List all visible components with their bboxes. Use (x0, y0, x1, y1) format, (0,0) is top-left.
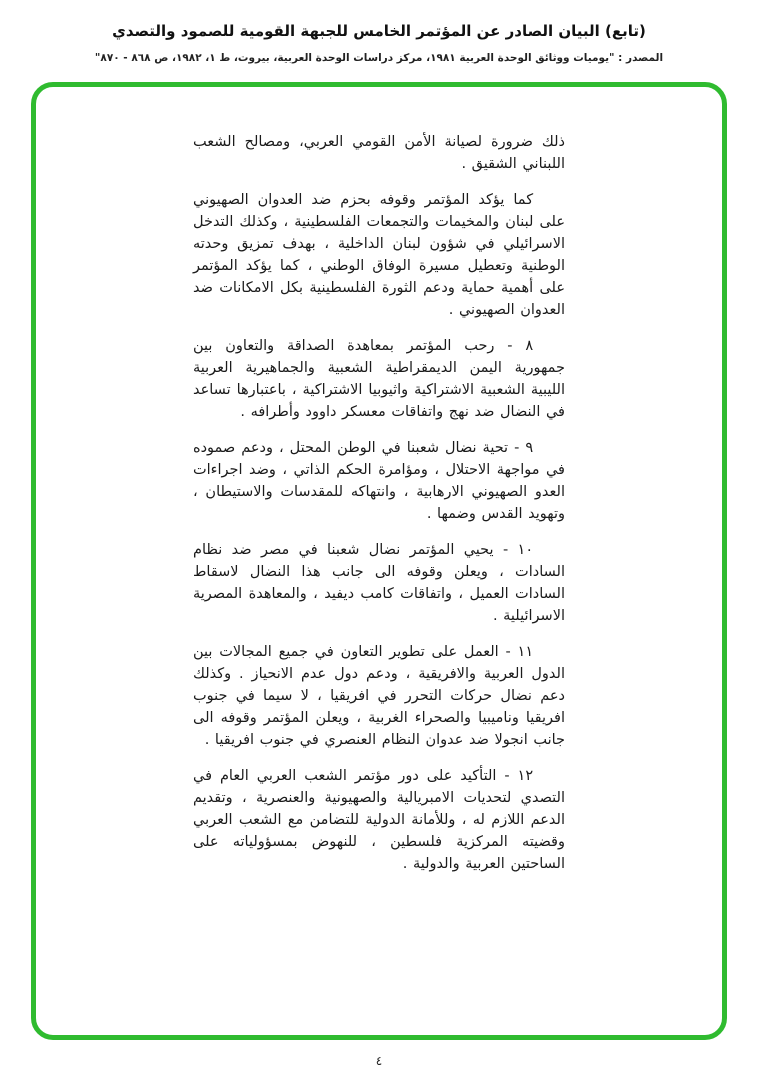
paragraph-item-8: ٨ - رحب المؤتمر بمعاهدة الصداقة والتعاون بين جمهورية اليمن الديمقراطية الشعبية والجماهيرية العربية الليبية الشعبية الاشتراكية واثيوبيا الاشتراكية ، باعتبارها تساعد في النضال ضد نهج واتفاقات معسكر داوود وأطرافه . (193, 338, 565, 420)
paragraph-item-9: ٩ - تحية نضال شعبنا في الوطن المحتل ، ودعم صموده في مواجهة الاحتلال ، ومؤامرة الحكم الذاتي ، وضد اجراءات العدو الصهيوني الارهابية ، وانتهاكه للمقدسات والاستيطان ، وتهويد القدس وضمها . (193, 440, 565, 522)
page-number: ٤ (375, 1054, 383, 1068)
green-border-frame (31, 82, 727, 1040)
page-header (0, 0, 758, 64)
document-title: (تابع) البيان الصادر عن المؤتمر الخامس للجبهة القومية للصمود والتصدي (112, 22, 646, 40)
paragraph-item-10: ١٠ - يحيي المؤتمر نضال شعبنا في مصر ضد نظام السادات ، ويعلن وقوفه الى جانب هذا النضال لاسقاط السادات العميل ، واتفاقات كامب ديفيد ، والمعاهدة المصرية الاسرائيلية . (193, 542, 565, 624)
paragraph-continuation: ذلك ضرورة لصيانة الأمن القومي العربي، ومصالح الشعب اللبناني الشقيق . (193, 134, 565, 172)
source-citation: المصدر : "يوميات ووثائق الوحدة العربية ١٩٨١، مركز دراسات الوحدة العربية، بيروت، ط ١، ١٩٨٢، ص ٨٦٨ - ٨٧٠" (94, 51, 664, 64)
paragraph-item-11: ١١ - العمل على تطوير التعاون في جميع المجالات بين الدول العربية والافريقية ، ودعم دول عدم الانحياز . وكذلك دعم نضال حركات التحرر في افريقيا ، لا سيما في جنوب افريقيا وناميبيا والصحراء الغربية ، ويعلن المؤتمر وقوفه الى جانب انجولا ضد عدوان النظام العنصري في جنوب افريقيا . (193, 644, 565, 748)
paragraph: كما يؤكد المؤتمر وقوفه بحزم ضد العدوان الصهيوني على لبنان والمخيمات والتجمعات الفلسطينية ، وكذلك التدخل الاسرائيلي في شؤون لبنان الداخلية ، بهدف تمزيق وحدته الوطنية وتعطيل مسيرة الوفاق الوطني ، كما يؤكد المؤتمر على أهمية حماية ودعم الثورة الفلسطينية بكل الامكانات ضد العدوان الصهيوني . (193, 192, 565, 318)
paragraph-item-12: ١٢ - التأكيد على دور مؤتمر الشعب العربي العام في التصدي لتحديات الامبريالية والصهيونية والعنصرية ، وتقديم الدعم اللازم له ، وللأمانة الدولية للتضامن مع الشعب العربي وقضيته المركزية فلسطين ، للنهوض بمسؤولياته على الساحتين العربية والدولية . (193, 768, 565, 872)
body-text-column (193, 131, 565, 875)
